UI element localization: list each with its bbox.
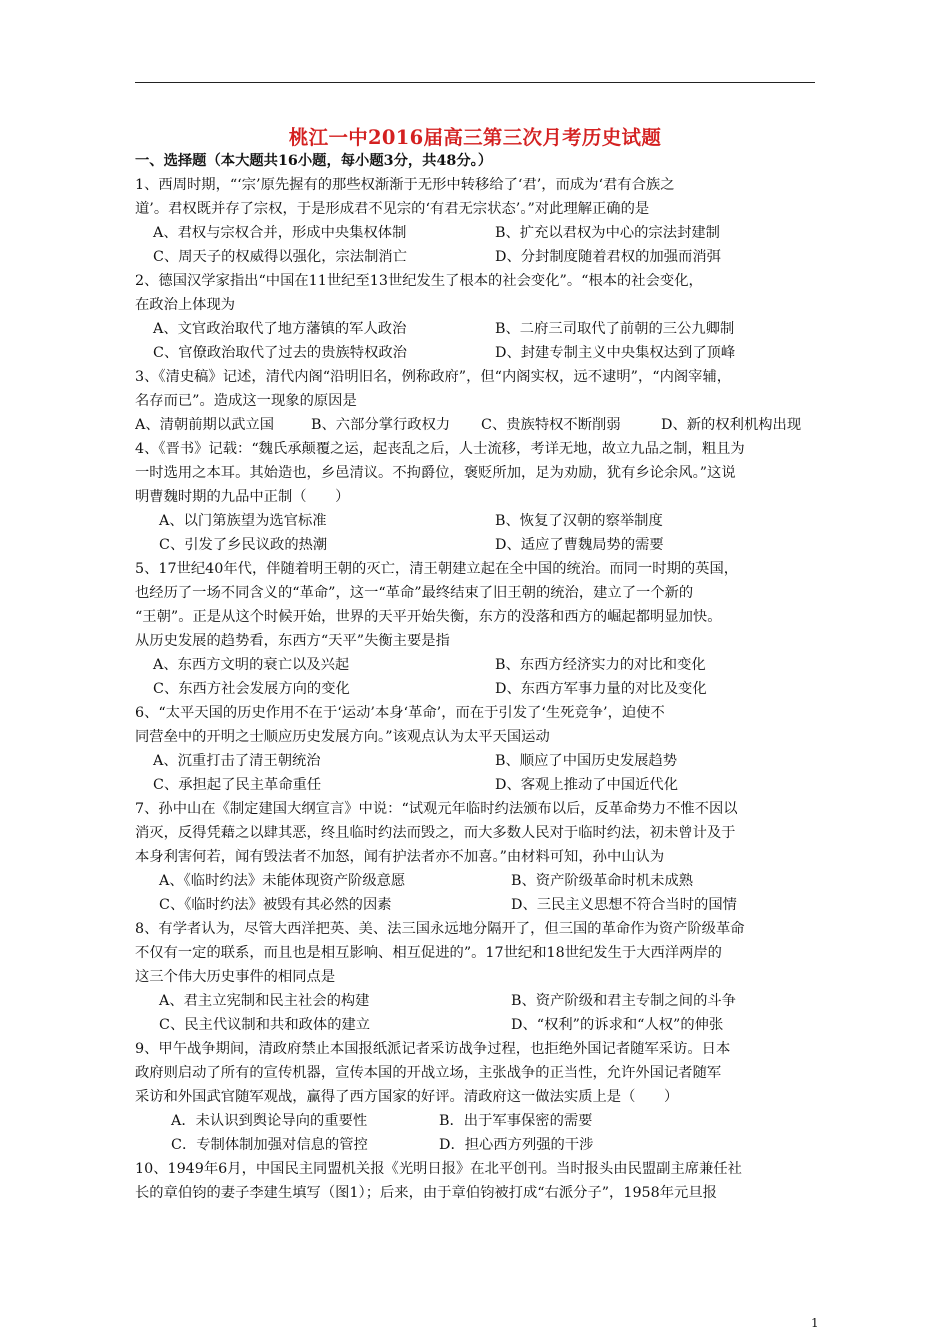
question-stem-line: 同营垒中的开明之士顺应历史发展方向。”该观点认为太平天国运动 <box>135 729 550 745</box>
option-c: C、周天子的权威得以强化，宗法制消亡 <box>153 249 407 265</box>
option-d: D、客观上推动了中国近代化 <box>495 777 679 793</box>
option-d: D、适应了曹魏局势的需要 <box>495 537 664 553</box>
option-a: A、以门第族望为选官标准 <box>159 513 327 529</box>
option-a: A、清朝前期以武立国 <box>135 417 274 433</box>
question-8 <box>135 917 815 1037</box>
question-4 <box>135 437 815 557</box>
option-c: C、东西方社会发展方向的变化 <box>153 681 350 697</box>
question-stem-line: 长的章伯钧的妻子李建生填写（图1）；后来，由于章伯钧被打成“右派分子”，1958年元旦报 <box>135 1185 717 1201</box>
question-stem-line: 在政治上体现为 <box>135 297 236 313</box>
option-a: A．未认识到舆论导向的重要性 <box>171 1113 368 1129</box>
option-d: D、三民主义思想不符合当时的国情 <box>511 897 737 913</box>
question-7 <box>135 797 815 917</box>
question-3 <box>135 365 815 437</box>
option-c: C、民主代议制和共和政体的建立 <box>159 1017 371 1033</box>
option-b: B、资产阶级和君主专制之间的斗争 <box>511 993 736 1009</box>
question-stem-line: 2、德国汉学家指出“中国在11世纪至13世纪发生了根本的社会变化”。“根本的社会变化， <box>135 273 703 289</box>
question-5 <box>135 557 815 701</box>
question-stem-line: 6、“太平天国的历史作用不在于‘运动’本身‘革命’，而在于引发了‘生死竞争’，迫使不 <box>135 705 665 721</box>
question-stem-line: 道’。君权既并存了宗权，于是形成君不见宗的‘有君无宗状态’。”对此理解正确的是 <box>135 201 650 217</box>
option-a: A、《临时约法》未能体现资产阶级意愿 <box>159 873 406 889</box>
option-b: B、二府三司取代了前朝的三公九卿制 <box>495 321 735 337</box>
question-stem-line: 4、《晋书》记载：“魏氏承颠覆之运，起丧乱之后，人士流移，考详无地，故立九品之制，粗且为 <box>135 441 745 457</box>
question-stem-line: 这三个伟大历史事件的相同点是 <box>135 969 336 985</box>
option-a: A、东西方文明的衰亡以及兴起 <box>153 657 350 673</box>
option-d: D、“权利”的诉求和“人权”的伸张 <box>511 1017 724 1033</box>
page-number: 1 <box>811 1316 819 1330</box>
option-c: C、《临时约法》被毁有其必然的因素 <box>159 897 392 913</box>
option-c: C、引发了乡民议政的热潮 <box>159 537 328 553</box>
option-a: A、沉重打击了清王朝统治 <box>153 753 321 769</box>
option-b: B、恢复了汉朝的察举制度 <box>495 513 663 529</box>
page-title: 桃江一中2016届高三第三次月考历史试题 <box>288 126 662 149</box>
option-c: C、官僚政治取代了过去的贵族特权政治 <box>153 345 407 361</box>
question-stem-line: 不仅有一定的联系，而且也是相互影响、相互促进的”。17世纪和18世纪发生于大西洋两岸的 <box>135 945 722 961</box>
option-a: A、文官政治取代了地方藩镇的军人政治 <box>153 321 407 337</box>
question-6 <box>135 701 815 797</box>
option-b: B、东西方经济实力的对比和变化 <box>495 657 706 673</box>
section-heading: 一、选择题（本大题共16小题，每小题3分，共48分。） <box>135 153 493 169</box>
option-d: D、新的权利机构出现 <box>661 417 802 433</box>
question-stem-line: 9、甲午战争期间，清政府禁止本国报纸派记者采访战争过程，也拒绝外国记者随军采访。日本 <box>135 1041 731 1057</box>
question-stem-line: “王朝”。正是从这个时候开始，世界的天平开始失衡，东方的没落和西方的崛起都明显加快。 <box>135 609 722 625</box>
option-d: D．担心西方列强的干涉 <box>439 1137 594 1153</box>
option-d: D、分封制度随着君权的加强而消弭 <box>495 249 721 265</box>
question-stem-line: 也经历了一场不同含义的“革命”，这一“革命”最终结束了旧王朝的统治，建立了一个新的 <box>135 585 694 601</box>
header-rule <box>135 82 815 83</box>
question-stem-line: 一时选用之本耳。其始造也，乡邑清议。不拘爵位，褒贬所加，足为劝励，犹有乡论余风。”这说 <box>135 465 736 481</box>
question-stem-line: 从历史发展的趋势看，东西方“天平”失衡主要是指 <box>135 633 450 649</box>
option-c: C、贵族特权不断削弱 <box>481 417 621 433</box>
option-b: B、六部分掌行政权力 <box>311 417 451 433</box>
question-stem-line: 5、17世纪40年代，伴随着明王朝的灭亡，清王朝建立起在全中国的统治。而同一时期的英国， <box>135 561 739 577</box>
question-1 <box>135 173 815 269</box>
option-d: D、封建专制主义中央集权达到了顶峰 <box>495 345 736 361</box>
question-stem-line: 名存而已”。造成这一现象的原因是 <box>135 393 357 409</box>
option-b: B．出于军事保密的需要 <box>439 1113 593 1129</box>
question-stem-line: 本身利害何若，闻有毁法者不加怒，闻有护法者亦不加喜。”由材料可知，孙中山认为 <box>135 849 665 865</box>
option-b: B、顺应了中国历史发展趋势 <box>495 753 678 769</box>
question-stem-line: 1、西周时期，“‘宗’原先握有的那些权渐渐于无形中转移给了‘君’，而成为‘君有合族之 <box>135 177 675 193</box>
option-c: C、承担起了民主革命重任 <box>153 777 322 793</box>
option-a: A、君主立宪制和民主社会的构建 <box>159 993 370 1009</box>
question-10 <box>135 1157 815 1205</box>
option-b: B、资产阶级革命时机未成熟 <box>511 873 694 889</box>
question-stem-line: 消灭，反得凭藉之以肆其恶，终且临时约法而毁之，而大多数人民对于临时约法，初未曾计及于 <box>135 825 736 841</box>
question-stem-line: 明曹魏时期的九品中正制（ ） <box>135 489 350 505</box>
option-d: D、东西方军事力量的对比及变化 <box>495 681 707 697</box>
question-stem-line: 7、孙中山在《制定建国大纲宣言》中说：“试观元年临时约法颁布以后，反革命势力不惟不因以 <box>135 801 738 817</box>
question-stem-line: 10、1949年6月，中国民主同盟机关报《光明日报》在北平创刊。当时报头由民盟副主席兼任社 <box>135 1161 742 1177</box>
option-b: B、扩充以君权为中心的宗法封建制 <box>495 225 720 241</box>
question-2 <box>135 269 815 365</box>
question-stem-line: 政府则启动了所有的宣传机器，宣传本国的开战立场，主张战争的正当性，允许外国记者随军 <box>135 1065 722 1081</box>
option-a: A、君权与宗权合并，形成中央集权体制 <box>153 225 407 241</box>
question-9 <box>135 1037 815 1157</box>
question-stem-line: 3、《清史稿》记述，清代内阁“沿明旧名，例称政府”，但“内阁实权，远不逮明”，“内阁宰辅， <box>135 369 732 385</box>
question-stem-line: 采访和外国武官随军观战，赢得了西方国家的好评。清政府这一做法实质上是（ ） <box>135 1089 679 1105</box>
exam-body <box>135 149 815 1205</box>
question-stem-line: 8、有学者认为，尽管大西洋把英、美、法三国永远地分隔开了，但三国的革命作为资产阶级革命 <box>135 921 745 937</box>
option-c: C．专制体制加强对信息的管控 <box>171 1137 368 1153</box>
